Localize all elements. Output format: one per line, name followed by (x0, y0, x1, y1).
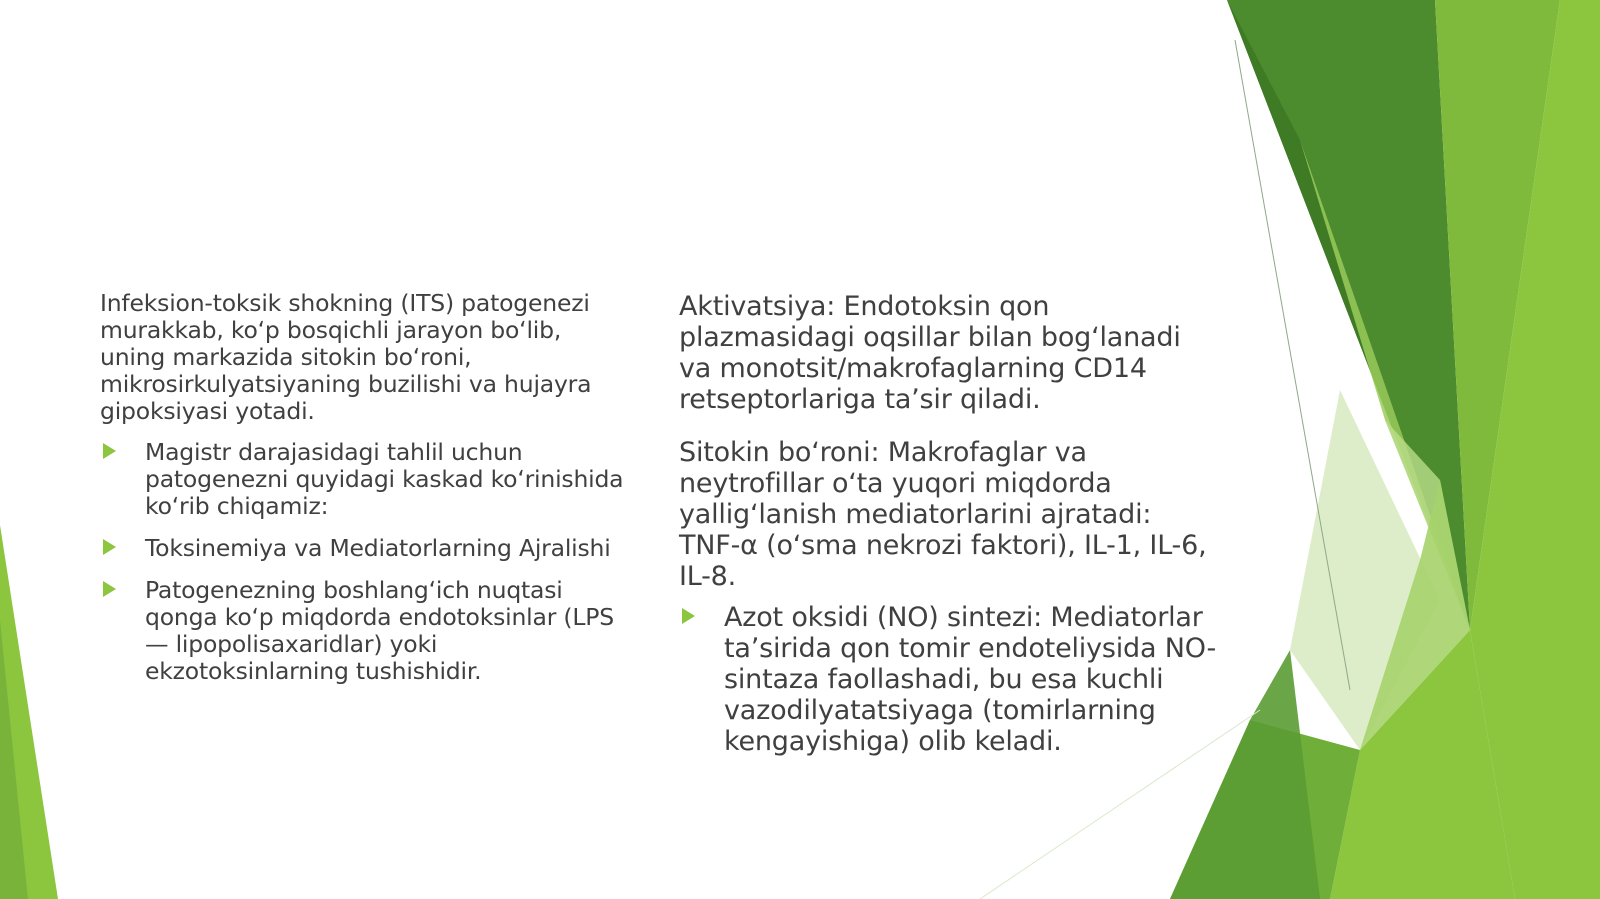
list-item-text: Toksinemiya va Mediatorlarning Ajralishi (145, 534, 611, 562)
intro-paragraph: Infeksion-toksik shokning (ITS) patogenezi murakkab, koʻp bosqichli jarayon boʻlib, uning markazida sitokin boʻroni, mikrosirkulyatsiyaning buzilishi va hujayra gipoksiyasi yotadi. (100, 289, 592, 425)
right-column (679, 291, 1219, 757)
cytokine-storm-paragraph: Sitokin boʻroni: Makrofaglar va neytrofillar oʻta yuqori miqdorda yalligʻlanish mediatorlarini ajratadi: TNF-α (oʻsma nekrozi faktori), IL-1, IL-6, IL-8. (679, 437, 1207, 592)
left-bullet-list (100, 439, 630, 685)
list-item (100, 577, 630, 685)
list-item-text: Magistr darajasidagi tahlil uchun patogenezni quyidagi kaskad koʻrinishida koʻrib chiqamiz: (145, 438, 624, 520)
activation-paragraph: Aktivatsiya: Endotoksin qon plazmasidagi oqsillar bilan bogʻlanadi va monotsit/makrofaglarning CD14 retseptorlariga taʼsir qiladi. (679, 291, 1181, 415)
list-item (100, 535, 630, 562)
triangle-bullet-icon (682, 608, 695, 624)
list-item-text: Azot oksidi (NO) sintezi: Mediatorlar taʼsirida qon tomir endoteliysida NO-sintaza faollashadi, bu esa kuchli vazodilyatatsiyaga (tomirlarning kengayishiga) olib keladi. (724, 602, 1217, 757)
left-column (100, 290, 630, 700)
list-item-text: Patogenezning boshlangʻich nuqtasi qonga koʻp miqdorda endotoksinlar (LPS — lipopolisaxaridlar) yoki ekzotoksinlarning tushishidir. (145, 576, 614, 685)
list-item (679, 602, 1219, 757)
triangle-bullet-icon (103, 443, 116, 459)
list-item (100, 439, 630, 520)
right-bullet-list (679, 602, 1219, 757)
triangle-bullet-icon (103, 581, 116, 597)
triangle-bullet-icon (103, 539, 116, 555)
